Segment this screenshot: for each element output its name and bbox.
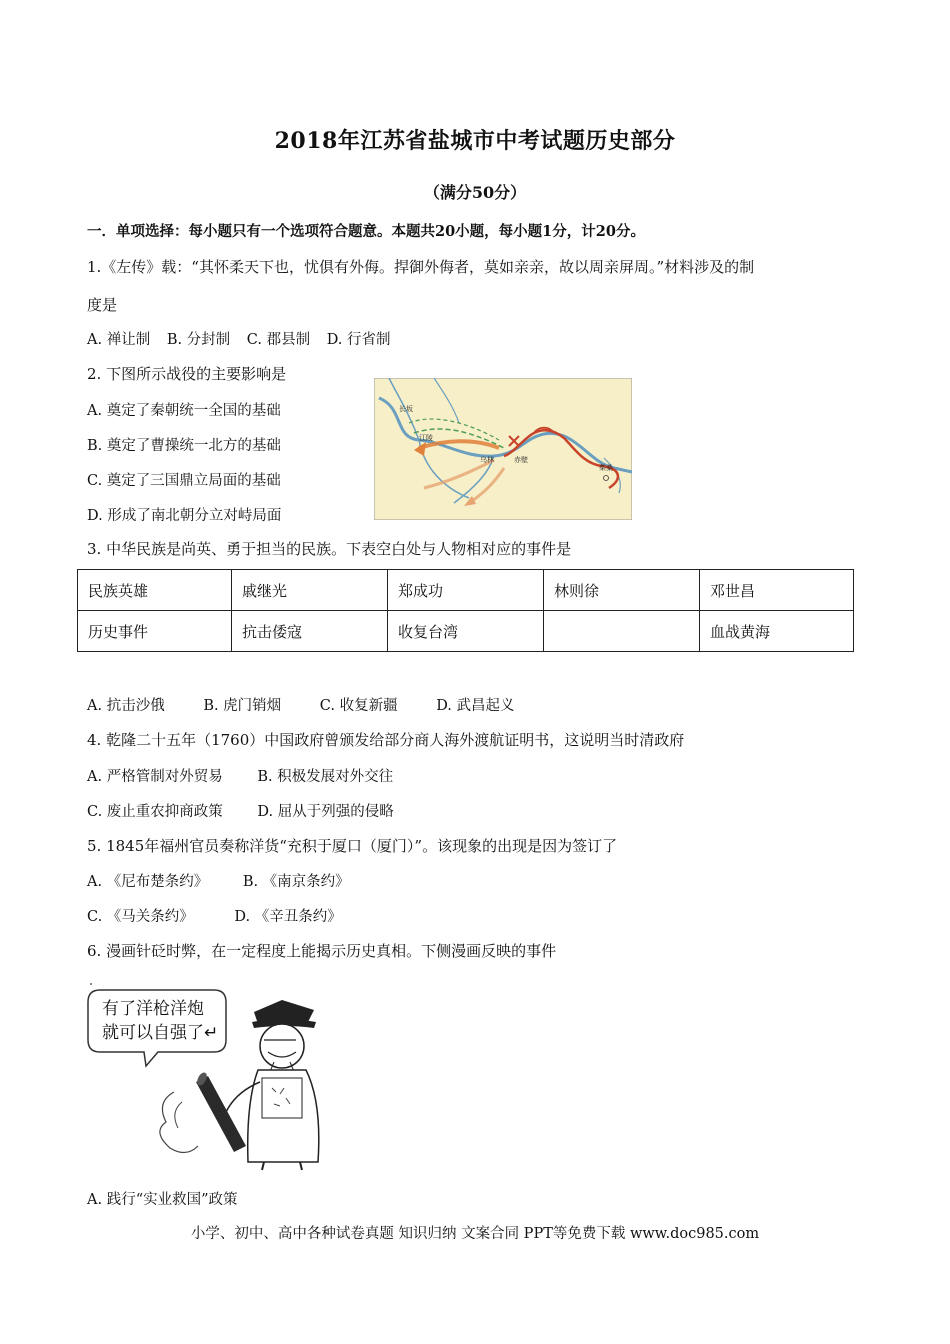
q3-stem: 3. 中华民族是尚英、勇于担当的民族。下表空白处与人物相对应的事件是 bbox=[87, 540, 572, 558]
table-cell: 邓世昌 bbox=[700, 570, 854, 611]
q1-options bbox=[87, 328, 391, 349]
q5-stem: 5. 1845年福州官员奏称洋货“充积于厦口（厦门）”。该现象的出现是因为签订了 bbox=[87, 837, 618, 855]
bubble-line1: 有了洋枪洋炮 bbox=[102, 999, 204, 1018]
table-cell: 郑成功 bbox=[388, 570, 544, 611]
q4-options-row2 bbox=[87, 800, 394, 821]
q3-options bbox=[87, 694, 515, 715]
q5-option-d: D. 《辛丑条约》 bbox=[234, 909, 342, 925]
table-row bbox=[78, 570, 854, 611]
cartoon-figure bbox=[86, 982, 336, 1172]
map-label-changban: 长坂 bbox=[399, 405, 413, 413]
q1-stem-line2: 度是 bbox=[87, 296, 118, 314]
q6-stem: 6. 漫画针砭时弊，在一定程度上能揭示历史真相。下侧漫画反映的事件 bbox=[87, 942, 557, 960]
table-cell: 历史事件 bbox=[78, 611, 232, 652]
map-label-wulin: 乌林 bbox=[480, 456, 494, 464]
q1-option-a: A. 禅让制 bbox=[87, 332, 151, 348]
heroes-table bbox=[77, 569, 854, 652]
q1-option-b: B. 分封制 bbox=[166, 332, 231, 348]
table-cell: 戚继光 bbox=[232, 570, 388, 611]
q3-option-d: D. 武昌起义 bbox=[436, 698, 515, 714]
bubble-line2: 就可以自强了↵ bbox=[102, 1023, 219, 1042]
q1-option-d: D. 行省制 bbox=[326, 332, 391, 348]
q3-option-c: C. 收复新疆 bbox=[319, 698, 398, 714]
q2-option-a: A. 奠定了秦朝统一全国的基础 bbox=[87, 403, 281, 419]
table-cell: 抗击倭寇 bbox=[232, 611, 388, 652]
q5-option-c: C. 《马关条约》 bbox=[87, 909, 194, 925]
q4-option-a: A. 严格管制对外贸易 bbox=[87, 769, 223, 785]
q4-stem: 4. 乾隆二十五年（1760）中国政府曾颁发给部分商人海外渡航证明书，这说明当时清政府 bbox=[87, 731, 685, 749]
table-cell-blank bbox=[544, 611, 700, 652]
q2-option-d: D. 形成了南北朝分立对峙局面 bbox=[87, 508, 282, 524]
q1-stem-line1: 1.《左传》载：“其怀柔天下也，忧俱有外侮。捍御外侮者，莫如亲亲，故以周亲屏周。”材料涉及的制 bbox=[87, 258, 755, 276]
page-title: 2018年江苏省盐城市中考试题历史部分 bbox=[274, 128, 676, 154]
map-label-chibi: 赤壁 bbox=[514, 456, 528, 464]
q2-option-b: B. 奠定了曹操统一北方的基础 bbox=[87, 438, 281, 454]
page-subtitle: （满分50分） bbox=[423, 183, 527, 202]
table-cell: 林则徐 bbox=[544, 570, 700, 611]
section-heading: 一．单项选择：每小题只有一个选项符合题意。本题共20小题，每小题1分，计20分。 bbox=[87, 223, 645, 240]
q4-options-row1 bbox=[87, 765, 393, 786]
q4-option-c: C. 废止重农抑商政策 bbox=[87, 804, 223, 820]
table-cell: 民族英雄 bbox=[78, 570, 232, 611]
q2-stem: 2. 下图所示战役的主要影响是 bbox=[87, 365, 287, 383]
page-footer: 小学、初中、高中各种试卷真题 知识归纳 文案合同 PPT等免费下载 www.doc985.com bbox=[190, 1226, 760, 1242]
q2-option-c: C. 奠定了三国鼎立局面的基础 bbox=[87, 473, 281, 489]
map-label-jiangling: 江陵 bbox=[419, 434, 433, 442]
q4-option-d: D. 屈从于列强的侵略 bbox=[257, 804, 394, 820]
q3-option-a: A. 抗击沙俄 bbox=[87, 698, 165, 714]
q1-option-c: C. 郡县制 bbox=[246, 332, 311, 348]
q5-option-b: B. 《南京条约》 bbox=[242, 874, 350, 890]
battle-map bbox=[374, 378, 632, 520]
q5-options-row2 bbox=[87, 905, 342, 926]
table-cell: 收复台湾 bbox=[388, 611, 544, 652]
table-row bbox=[78, 611, 854, 652]
q4-option-b: B. 积极发展对外交往 bbox=[257, 769, 394, 785]
q5-option-a: A. 《尼布楚条约》 bbox=[87, 874, 209, 890]
q6-option-a: A. 践行“实业救国”政策 bbox=[87, 1192, 238, 1208]
map-label-chaisang: 柴桑 bbox=[599, 464, 613, 472]
table-cell: 血战黄海 bbox=[700, 611, 854, 652]
q5-options-row1 bbox=[87, 870, 350, 891]
q3-option-b: B. 虎门销烟 bbox=[203, 698, 282, 714]
